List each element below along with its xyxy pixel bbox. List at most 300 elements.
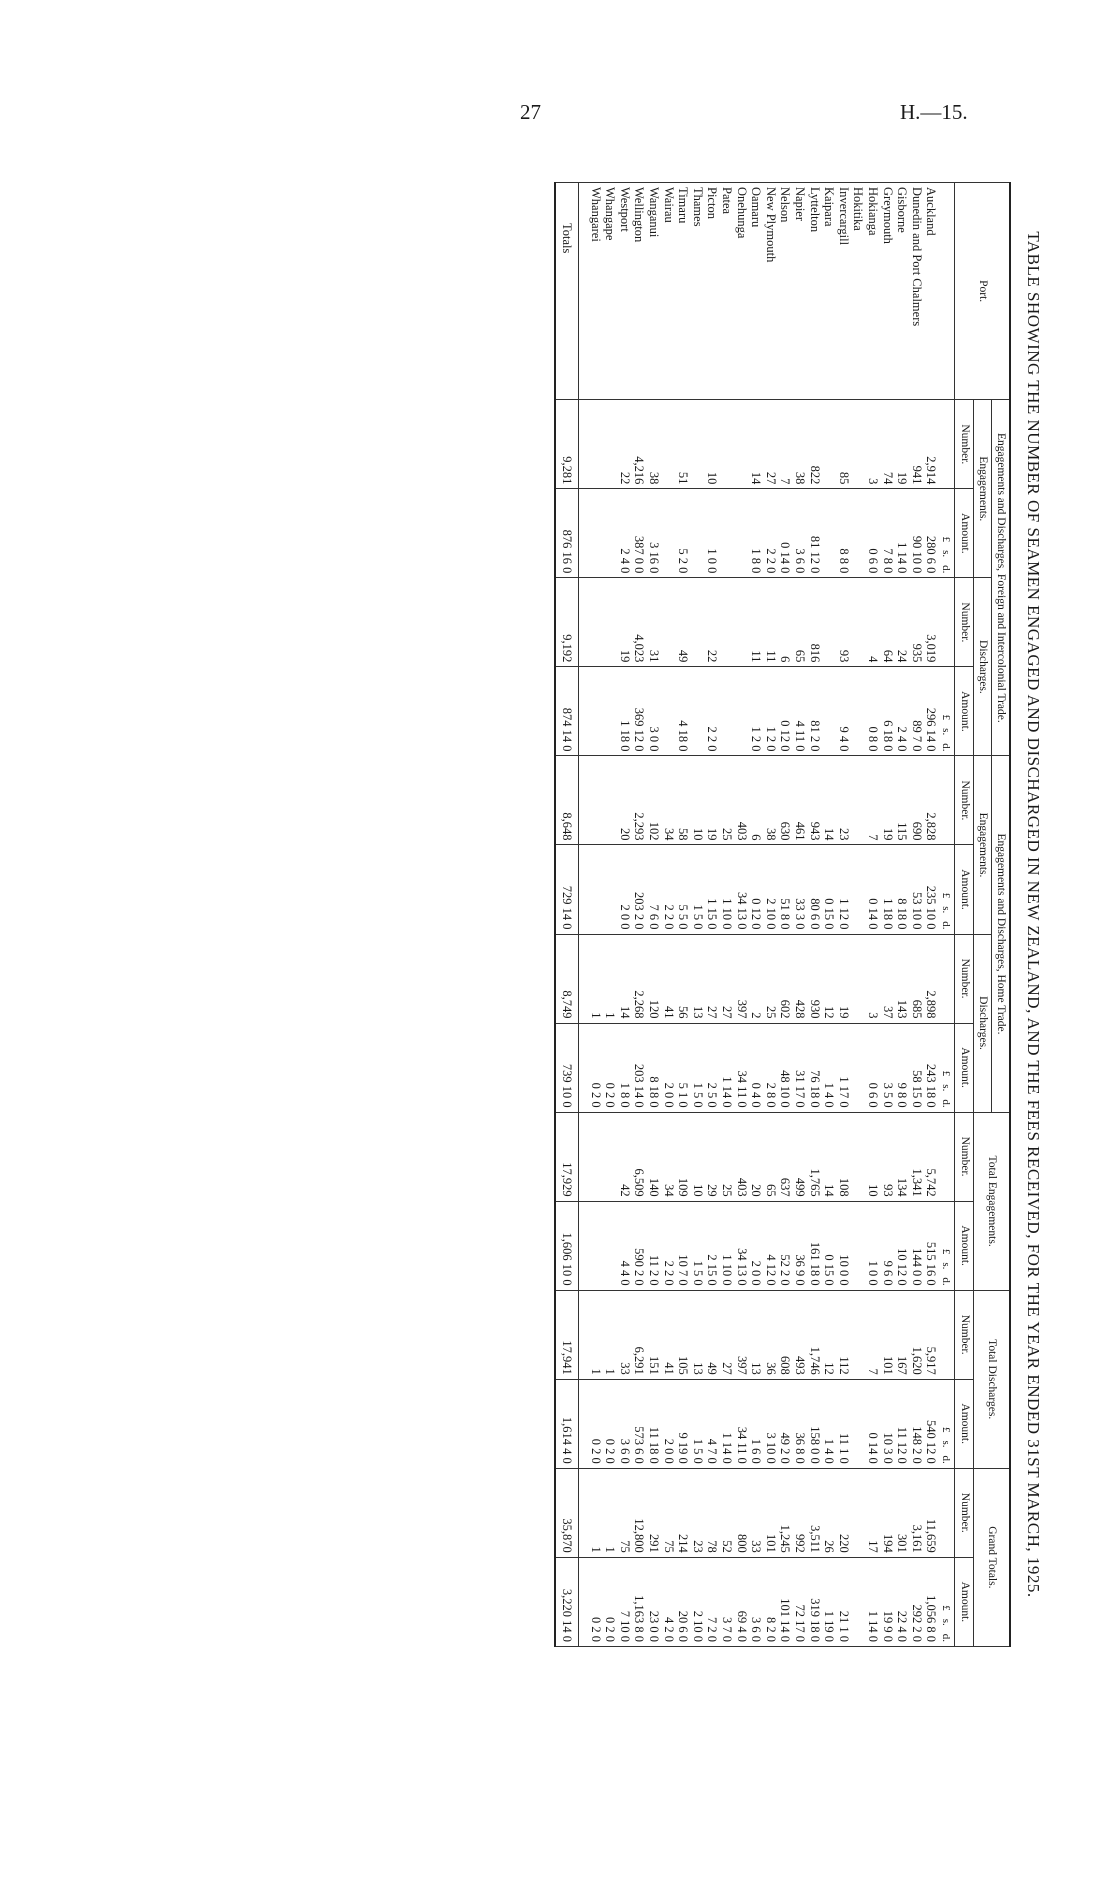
amount-cell: 23 0 0	[646, 1557, 661, 1646]
spacer-cell	[579, 1468, 589, 1557]
amount-cell: 158 0 0	[807, 1379, 822, 1468]
number-cell	[603, 756, 618, 845]
total-number-cell: 17,929	[555, 1112, 579, 1201]
table-row	[661, 183, 676, 1647]
number-cell: 26	[822, 1468, 837, 1557]
amount-cell: 161 18 0	[807, 1201, 822, 1290]
number-cell	[603, 1112, 618, 1201]
amount-cell: 1 4 0	[822, 1023, 837, 1112]
amount-cell: 2 5 0	[705, 1023, 720, 1112]
number-units-cell	[938, 1112, 955, 1201]
amount-cell: 11 2 0	[646, 1201, 661, 1290]
number-cell: 41	[661, 934, 676, 1023]
number-cell: 10	[705, 400, 720, 489]
number-header: Number.	[955, 934, 973, 1023]
number-cell: 816	[807, 578, 822, 667]
number-cell: 2,914	[924, 400, 939, 489]
number-cell	[588, 756, 603, 845]
number-cell: 397	[734, 1290, 749, 1379]
amount-cell: 8 2 0	[763, 1557, 778, 1646]
amount-cell: 2 0 0	[617, 845, 632, 934]
amount-cell: 2 10 0	[763, 845, 778, 934]
number-cell	[661, 400, 676, 489]
totals-label-cell: Totals	[555, 183, 579, 400]
amount-cell: 2 4 0	[617, 489, 632, 578]
number-cell: 7	[778, 400, 793, 489]
amount-cell: 52 2 0	[778, 1201, 793, 1290]
port-name-cell: Napier	[792, 183, 807, 400]
number-cell: 1	[603, 1290, 618, 1379]
number-cell: 690	[909, 756, 924, 845]
amount-cell: 0 8 0	[865, 667, 880, 756]
currency-unit: £	[940, 536, 953, 543]
spacer-cell	[579, 1557, 589, 1646]
amount-cell: 36 8 0	[792, 1379, 807, 1468]
port-header: Port.	[955, 183, 1010, 400]
amount-cell: 5 1 0	[676, 1023, 691, 1112]
currency-unit: s.	[940, 1262, 953, 1270]
currency-unit: d.	[940, 1277, 953, 1286]
number-cell	[851, 934, 866, 1023]
amount-cell: 203 2 0	[632, 845, 647, 934]
table-row	[734, 183, 749, 1647]
amount-cell: 7 8 0	[880, 489, 895, 578]
spacer-cell	[579, 400, 589, 489]
amount-cell: 1 18 0	[617, 667, 632, 756]
amount-cell: 5 2 0	[676, 489, 691, 578]
amount-cell: 34 11 0	[734, 1379, 749, 1468]
currency-unit: d.	[940, 565, 953, 574]
currency-unit: s.	[940, 1440, 953, 1448]
amount-cell: 0 2 0	[588, 1023, 603, 1112]
number-cell	[851, 578, 866, 667]
seamen-table	[554, 182, 1011, 1647]
amount-cell: 1 6 0	[749, 1379, 764, 1468]
amount-header: Amount.	[955, 1023, 973, 1112]
port-name-cell: Hokitika	[851, 183, 866, 400]
amount-cell: 1 14 0	[719, 1379, 734, 1468]
amount-cell	[603, 845, 618, 934]
amount-cell: 4 7 0	[705, 1379, 720, 1468]
amount-cell	[719, 489, 734, 578]
total-number-cell: 9,281	[555, 400, 579, 489]
table-row	[895, 183, 910, 1647]
amount-cell: 3 10 0	[763, 1379, 778, 1468]
amount-cell	[851, 1379, 866, 1468]
amount-cell: 0 2 0	[588, 1379, 603, 1468]
amount-cell	[734, 667, 749, 756]
amount-cell: 1 0 0	[705, 489, 720, 578]
number-cell: 3,019	[924, 578, 939, 667]
amount-cell: 0 12 0	[749, 845, 764, 934]
amount-cell: 81 2 0	[807, 667, 822, 756]
port-name-cell: Onehunga	[734, 183, 749, 400]
number-cell: 7	[865, 1290, 880, 1379]
amount-cell: 4 4 0	[617, 1201, 632, 1290]
number-cell: 134	[895, 1112, 910, 1201]
table-row	[865, 183, 880, 1647]
number-cell: 10	[865, 1112, 880, 1201]
amount-cell: 7 2 0	[705, 1557, 720, 1646]
table-body	[555, 183, 955, 1647]
amount-cell: 51 8 0	[778, 845, 793, 934]
amount-cell: 4 18 0	[676, 667, 691, 756]
number-cell: 85	[836, 400, 851, 489]
number-cell: 10	[690, 1112, 705, 1201]
spacer-cell	[579, 845, 589, 934]
amount-cell: 2 0 0	[749, 1201, 764, 1290]
number-cell: 428	[792, 934, 807, 1023]
amount-cell	[851, 1023, 866, 1112]
amount-cell: 1 15 0	[705, 845, 720, 934]
amount-cell	[603, 1201, 618, 1290]
amount-header: Amount.	[955, 1557, 973, 1646]
number-cell: 65	[763, 1112, 778, 1201]
number-cell: 74	[880, 400, 895, 489]
amount-cell: 1 14 0	[895, 489, 910, 578]
number-cell: 5,742	[924, 1112, 939, 1201]
amount-cell: 1 8 0	[617, 1023, 632, 1112]
number-cell: 935	[909, 578, 924, 667]
amount-cell: 1,163 8 0	[632, 1557, 647, 1646]
total-number-cell: 8,648	[555, 756, 579, 845]
amount-cell: 292 2 0	[909, 1557, 924, 1646]
amount-cell: 8 8 0	[836, 489, 851, 578]
number-cell: 93	[880, 1112, 895, 1201]
units-row	[938, 183, 955, 1647]
number-cell: 2,898	[924, 934, 939, 1023]
number-cell: 493	[792, 1290, 807, 1379]
amount-cell: 2 10 0	[690, 1557, 705, 1646]
totals-row	[555, 183, 579, 1647]
number-cell: 6,291	[632, 1290, 647, 1379]
number-cell: 1,245	[778, 1468, 793, 1557]
port-name-cell: Thames	[690, 183, 705, 400]
number-cell: 19	[895, 400, 910, 489]
total-discharges-header: Total Discharges.	[973, 1290, 1010, 1468]
number-cell: 34	[661, 1112, 676, 1201]
amount-units-cell	[938, 489, 955, 578]
amount-cell: 9 19 0	[676, 1379, 691, 1468]
amount-cell: 0 2 0	[603, 1557, 618, 1646]
number-cell	[851, 1468, 866, 1557]
amount-cell: 1 5 0	[690, 1201, 705, 1290]
port-name-cell: Kaipara	[822, 183, 837, 400]
number-cell: 24	[895, 578, 910, 667]
number-cell: 941	[909, 400, 924, 489]
page-number: 27	[520, 100, 541, 124]
number-cell: 108	[836, 1112, 851, 1201]
number-cell: 1	[603, 934, 618, 1023]
number-cell	[588, 578, 603, 667]
amount-cell: 34 13 0	[734, 845, 749, 934]
amount-cell: 10 12 0	[895, 1201, 910, 1290]
total-number-cell: 17,941	[555, 1290, 579, 1379]
number-cell: 992	[792, 1468, 807, 1557]
amount-cell: 21 1 0	[836, 1557, 851, 1646]
port-name-cell: Oamaru	[749, 183, 764, 400]
number-cell: 608	[778, 1290, 793, 1379]
amount-cell: 48 10 0	[778, 1023, 793, 1112]
number-cell: 101	[763, 1468, 778, 1557]
number-cell: 637	[778, 1112, 793, 1201]
port-name-cell: Westport	[617, 183, 632, 400]
amount-units-cell	[938, 845, 955, 934]
table-row	[632, 183, 647, 1647]
table-row	[924, 183, 939, 1647]
amount-cell	[851, 845, 866, 934]
table-row	[807, 183, 822, 1647]
spacer-cell	[579, 489, 589, 578]
amount-cell	[588, 1201, 603, 1290]
port-name-cell: Picton	[705, 183, 720, 400]
number-cell	[851, 400, 866, 489]
home-trade-header: Engagements and Discharges, Home Trade.	[991, 756, 1010, 1112]
number-cell: 27	[763, 400, 778, 489]
number-cell: 20	[617, 756, 632, 845]
spacer-cell	[579, 1290, 589, 1379]
number-cell: 1,620	[909, 1290, 924, 1379]
amount-units-cell	[938, 1201, 955, 1290]
amount-cell: 3 7 0	[719, 1557, 734, 1646]
number-cell	[603, 400, 618, 489]
foreign-discharges-header: Discharges.	[973, 578, 991, 756]
number-cell: 12	[822, 934, 837, 1023]
amount-cell: 3 6 0	[617, 1379, 632, 1468]
table-row	[836, 183, 851, 1647]
amount-cell: 1 5 0	[690, 1023, 705, 1112]
number-cell: 19	[705, 756, 720, 845]
amount-cell: 81 12 0	[807, 489, 822, 578]
amount-cell: 9 8 0	[895, 1023, 910, 1112]
amount-cell: 1 2 0	[749, 667, 764, 756]
port-name-cell: Gisborne	[895, 183, 910, 400]
number-cell: 461	[792, 756, 807, 845]
amount-cell: 148 2 0	[909, 1379, 924, 1468]
number-cell: 38	[763, 756, 778, 845]
home-engagements-header: Engagements.	[973, 756, 991, 934]
currency-unit: £	[940, 1248, 953, 1255]
amount-cell: 2 2 0	[661, 845, 676, 934]
amount-cell: 235 10 0	[924, 845, 939, 934]
number-cell: 499	[792, 1112, 807, 1201]
number-cell: 75	[661, 1468, 676, 1557]
number-cell: 2	[749, 934, 764, 1023]
spacer-cell	[579, 934, 589, 1023]
number-cell	[734, 578, 749, 667]
amount-cell: 33 3 0	[792, 845, 807, 934]
spacer-cell	[579, 667, 589, 756]
number-cell: 800	[734, 1468, 749, 1557]
number-cell: 685	[909, 934, 924, 1023]
amount-cell: 0 2 0	[588, 1557, 603, 1646]
amount-cell: 2 2 0	[661, 1201, 676, 1290]
table-row	[690, 183, 705, 1647]
amount-cell: 20 6 0	[676, 1557, 691, 1646]
spacer-cell	[579, 756, 589, 845]
table-row	[646, 183, 661, 1647]
amount-header: Amount.	[955, 1201, 973, 1290]
amount-cell: 515 16 0	[924, 1201, 939, 1290]
number-cell: 33	[749, 1468, 764, 1557]
number-units-cell	[938, 400, 955, 489]
number-cell: 13	[690, 1290, 705, 1379]
spacer-cell	[579, 1201, 589, 1290]
amount-cell: 49 2 0	[778, 1379, 793, 1468]
currency-unit: d.	[940, 921, 953, 930]
number-cell: 11	[763, 578, 778, 667]
amount-cell: 369 12 0	[632, 667, 647, 756]
amount-header: Amount.	[955, 1379, 973, 1468]
port-name-cell: Wanganui	[646, 183, 661, 400]
amount-cell	[851, 667, 866, 756]
number-cell	[690, 578, 705, 667]
number-cell: 151	[646, 1290, 661, 1379]
amount-cell	[588, 845, 603, 934]
number-cell: 12,800	[632, 1468, 647, 1557]
number-cell: 1	[603, 1468, 618, 1557]
number-cell: 65	[792, 578, 807, 667]
number-cell: 19	[836, 934, 851, 1023]
amount-cell: 1 8 0	[749, 489, 764, 578]
number-cell: 12	[822, 1290, 837, 1379]
amount-header: Amount.	[955, 667, 973, 756]
foreign-trade-header: Engagements and Discharges, Foreign and Intercolonial Trade.	[991, 400, 1010, 756]
spacer-cell	[579, 1023, 589, 1112]
amount-cell: 19 9 0	[880, 1557, 895, 1646]
number-cell: 14	[749, 400, 764, 489]
amount-cell: 1 14 0	[865, 1557, 880, 1646]
port-name-cell: Auckland	[924, 183, 939, 400]
amount-cell: 3 16 0	[646, 489, 661, 578]
currency-unit: s.	[940, 1618, 953, 1626]
number-cell: 6,509	[632, 1112, 647, 1201]
amount-cell: 2 4 0	[895, 667, 910, 756]
currency-unit: £	[940, 1070, 953, 1077]
number-cell: 291	[646, 1468, 661, 1557]
amount-cell: 1 17 0	[836, 1023, 851, 1112]
amount-cell	[603, 489, 618, 578]
currency-unit: £	[940, 1426, 953, 1433]
amount-cell: 0 2 0	[603, 1379, 618, 1468]
amount-cell: 80 6 0	[807, 845, 822, 934]
table-row	[880, 183, 895, 1647]
amount-cell: 387 0 0	[632, 489, 647, 578]
table-row	[763, 183, 778, 1647]
currency-unit: £	[940, 1605, 953, 1611]
number-cell: 403	[734, 756, 749, 845]
amount-cell: 1 2 0	[763, 667, 778, 756]
number-cell: 36	[763, 1290, 778, 1379]
number-cell: 403	[734, 1112, 749, 1201]
number-units-cell	[938, 934, 955, 1023]
port-name-cell: Nelson	[778, 183, 793, 400]
port-name-cell: New Plymouth	[763, 183, 778, 400]
table-row	[749, 183, 764, 1647]
currency-unit: s.	[940, 550, 953, 558]
spacer-row	[579, 183, 589, 1647]
spacer-cell	[579, 183, 589, 400]
number-units-cell	[938, 578, 955, 667]
currency-unit: s.	[940, 1084, 953, 1092]
number-cell: 19	[880, 756, 895, 845]
amount-cell: 11 1 0	[836, 1379, 851, 1468]
number-cell: 143	[895, 934, 910, 1023]
number-cell: 14	[617, 934, 632, 1023]
port-name-cell: Wairau	[661, 183, 676, 400]
amount-cell: 10 3 0	[880, 1379, 895, 1468]
table-row	[851, 183, 866, 1647]
amount-cell: 10 0 0	[836, 1201, 851, 1290]
number-cell	[603, 578, 618, 667]
amount-units-cell	[938, 667, 955, 756]
currency-unit: s.	[940, 728, 953, 736]
number-cell: 25	[763, 934, 778, 1023]
number-cell: 112	[836, 1290, 851, 1379]
number-cell: 6	[749, 756, 764, 845]
spacer-cell	[579, 578, 589, 667]
number-cell: 22	[705, 578, 720, 667]
currency-unit: d.	[940, 1455, 953, 1464]
amount-cell: 11 18 0	[646, 1379, 661, 1468]
amount-cell: 1,056 8 0	[924, 1557, 939, 1646]
number-cell: 23	[690, 1468, 705, 1557]
number-cell: 52	[719, 1468, 734, 1557]
amount-cell: 0 14 0	[865, 845, 880, 934]
amount-cell: 0 15 0	[822, 845, 837, 934]
number-cell: 20	[749, 1112, 764, 1201]
amount-cell: 319 18 0	[807, 1557, 822, 1646]
amount-cell: 3 6 0	[792, 489, 807, 578]
amount-cell: 0 4 0	[749, 1023, 764, 1112]
amount-cell: 1 10 0	[719, 845, 734, 934]
table-row	[822, 183, 837, 1647]
table-row	[719, 183, 734, 1647]
number-cell: 38	[646, 400, 661, 489]
total-number-cell: 35,870	[555, 1468, 579, 1557]
amount-cell: 11 12 0	[895, 1379, 910, 1468]
currency-unit: £	[940, 892, 953, 899]
amount-cell: 69 4 0	[734, 1557, 749, 1646]
number-header: Number.	[955, 578, 973, 667]
rotated-table-block	[240, 182, 1045, 1647]
number-cell: 115	[895, 756, 910, 845]
amount-cell: 3 6 0	[749, 1557, 764, 1646]
amount-cell: 31 17 0	[792, 1023, 807, 1112]
number-cell: 301	[895, 1468, 910, 1557]
amount-cell	[734, 489, 749, 578]
number-cell	[851, 1290, 866, 1379]
number-cell: 25	[719, 756, 734, 845]
port-name-cell: Dunedin and Port Chalmers	[909, 183, 924, 400]
number-cell: 140	[646, 1112, 661, 1201]
number-cell	[822, 400, 837, 489]
amount-cell: 9 4 0	[836, 667, 851, 756]
amount-cell: 1 14 0	[719, 1023, 734, 1112]
amount-cell: 7 6 0	[646, 845, 661, 934]
amount-cell: 8 18 0	[895, 845, 910, 934]
port-name-cell: Whangarei	[588, 183, 603, 400]
number-cell: 102	[646, 756, 661, 845]
number-cell: 27	[719, 934, 734, 1023]
amount-cell	[588, 667, 603, 756]
number-cell: 3,511	[807, 1468, 822, 1557]
amount-cell	[822, 489, 837, 578]
number-cell: 1,746	[807, 1290, 822, 1379]
table-row	[792, 183, 807, 1647]
number-cell: 630	[778, 756, 793, 845]
number-cell: 220	[836, 1468, 851, 1557]
